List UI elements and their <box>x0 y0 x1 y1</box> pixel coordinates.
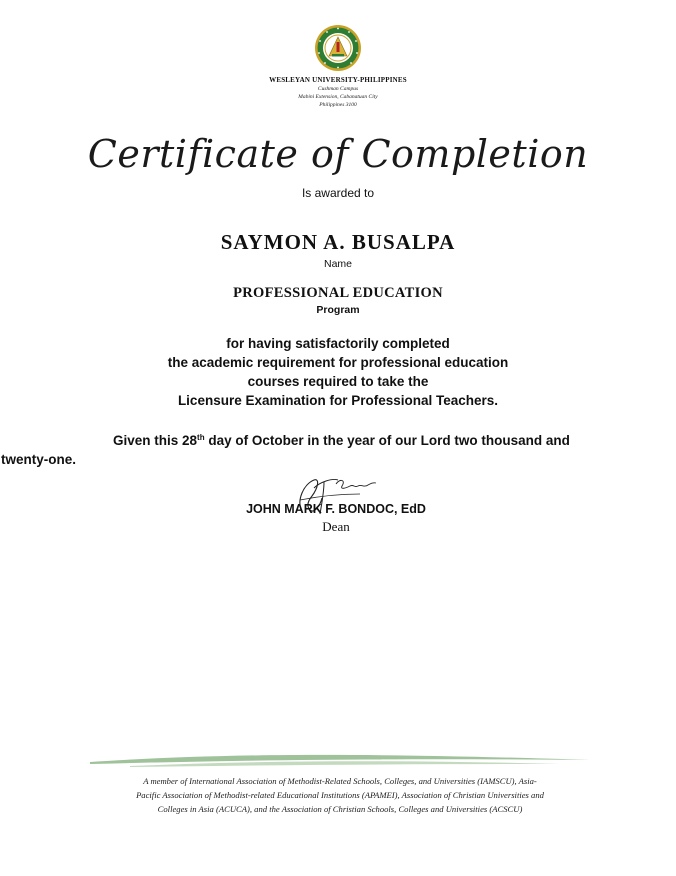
footer-line: Pacific Association of Methodist-related Educational Institutions (APAMEI), Association of Christian Universities and <box>136 790 544 800</box>
school-country-zip: Philippines 3100 <box>319 102 357 108</box>
school-campus: Cushman Campus <box>317 86 359 92</box>
name-caption: Name <box>323 258 352 270</box>
statement-line: the academic requirement for professional education <box>167 355 509 370</box>
given-line-2: twenty-one. <box>1 452 77 467</box>
footer-line: A member of International Association of Methodist-Related Schools, Colleges, and Universities (IAMSCU), Asia- <box>143 776 537 786</box>
program-name: PROFESSIONAL EDUCATION <box>233 285 443 301</box>
membership-footer <box>95 774 585 816</box>
statement-line: for having satisfactorily completed <box>226 336 450 351</box>
decorative-swoosh <box>90 750 590 770</box>
ordinal-suffix: th <box>197 433 205 442</box>
school-name: WESLEYAN UNIVERSITY-PHILIPPINES <box>269 76 407 84</box>
signatory-title: Dean <box>322 519 350 534</box>
statement-line: courses required to take the <box>247 374 429 389</box>
awarded-to-text: Is awarded to <box>301 186 375 200</box>
statement-line: Licensure Examination for Professional Teachers. <box>177 393 499 408</box>
recipient-name: SAYMON A. BUSALPA <box>220 230 456 254</box>
signatory-name: JOHN MARK F. BONDOC, EdD <box>246 502 426 516</box>
given-rest: day of October in the year of our Lord two thousand and <box>204 433 570 448</box>
university-seal-icon <box>314 24 362 72</box>
certificate-title: Certificate of Completion <box>87 132 589 176</box>
given-date-statement <box>1 428 603 469</box>
school-address: Mabini Extension, Cabanatuan City <box>298 94 378 100</box>
completion-statement <box>0 334 676 410</box>
footer-line: Colleges in Asia (ACUCA), and the Association of Christian Schools, Colleges and Universities (ACSCU) <box>157 804 523 814</box>
program-caption: Program <box>316 304 360 316</box>
given-prefix: Given this 28 <box>113 433 198 448</box>
